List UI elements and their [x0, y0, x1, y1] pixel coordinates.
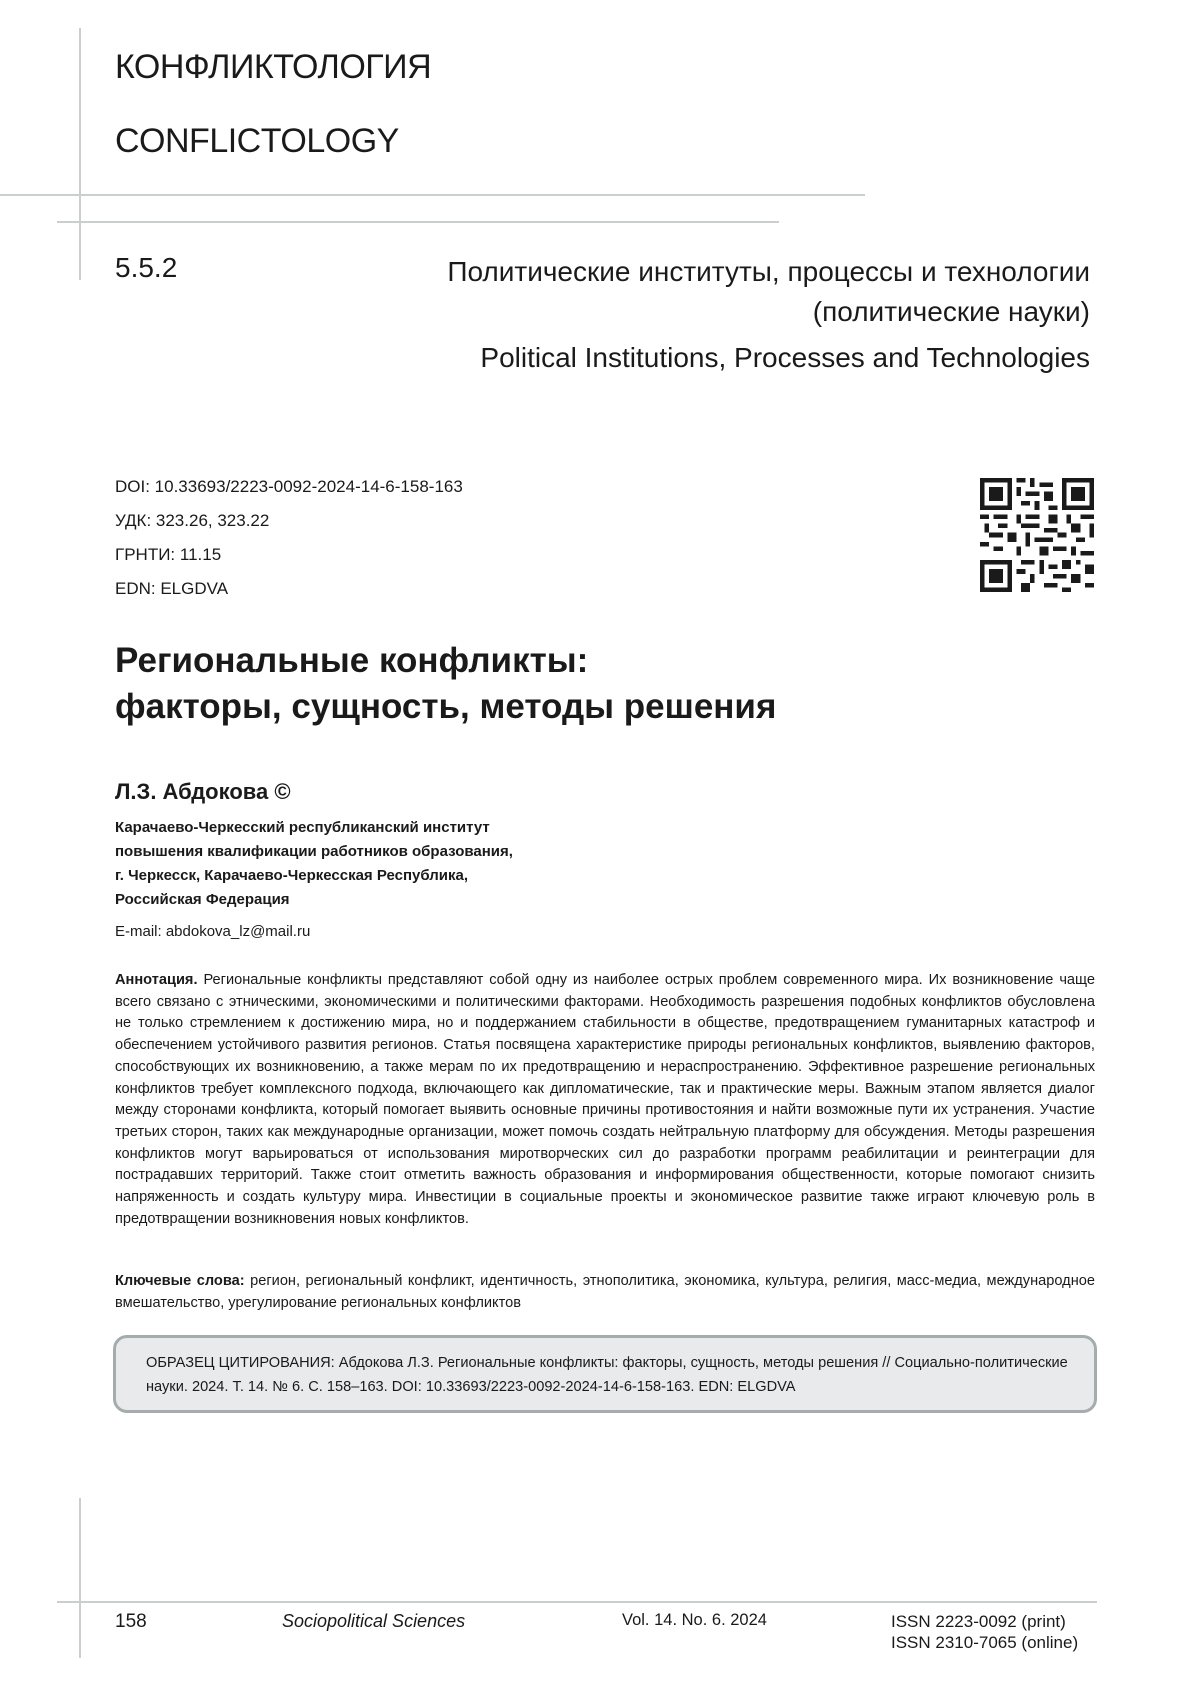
footer-horizontal-rule — [57, 1601, 1097, 1603]
abstract — [115, 970, 1095, 1230]
footer-journal-name: Sociopolitical Sciences — [282, 1611, 466, 1631]
footer-volume: Vol. 14. No. 6. 2024 — [622, 1611, 767, 1629]
header-horizontal-rule-bottom — [57, 221, 779, 223]
article-metadata — [115, 470, 463, 606]
author-email[interactable]: E-mail: abdokova_lz@mail.ru — [115, 923, 311, 940]
author-affiliation — [115, 816, 513, 912]
author-name: Л.З. Абдокова © — [115, 779, 291, 804]
abstract-label: Аннотация. — [115, 972, 198, 988]
affiliation-line: Карачаево-Черкесский республиканский институт — [115, 819, 490, 836]
section-title-en: Political Institutions, Processes and Technologies — [480, 342, 1090, 373]
grnti: ГРНТИ: 11.15 — [115, 545, 222, 564]
keywords-label: Ключевые слова: — [115, 1273, 245, 1289]
section-code: 5.5.2 — [115, 252, 178, 283]
citation-text: ОБРАЗЕЦ ЦИТИРОВАНИЯ: Абдокова Л.З. Региональные конфликты: факторы, сущность, методы решения // Социально-политические науки. 2024. Т. 14. № 6. С. 158–163. DOI: 10.33693/2223-0092-2024-14-6-158-163. EDN: ELGDVA — [146, 1355, 1068, 1395]
affiliation-line: Российская Федерация — [115, 891, 290, 908]
abstract-text: Региональные конфликты представляют собой одну из наиболее острых проблем современного мира. Их возникновение чаще всего связано с этническими, экономическими и политическими факторами. Необходимость разрешения подобных конфликтов обусловлена не только стремлением к достижению мира, но и поддержанием стабильности в обществе, предотвращением гуманитарных катастроф и обеспечением устойчивого развития регионов. Статья посвящена характеристике природы региональных конфликтов, выявлению факторов, способствующих их возникновению, а также мерам по их предотвращению и нераспространению. Эффективное разрешение региональных конфликтов требует комплексного подхода, включающего как дипломатические, так и практические меры. Важным этапом является диалог между сторонами конфликта, который помогает выявить основные причины противостояния и найти возможные пути их устранения. Участие третьих сторон, таких как международные организации, может помочь создать нейтральную платформу для обсуждения. Методы разрешения конфликтов могут варьироваться от использования миротворческих сил до разработки программ реабилитации и реинтеграции для пострадавших территорий. Также стоит отметить важность образования и информирования общественности, которые помогают снизить напряженность и создать культуру мира. Инвестиции в социальные проекты и экономическое развитие также играют ключевую роль в предотвращении возникновения новых конфликтов. — [115, 972, 1095, 1227]
page-number: 158 — [115, 1611, 147, 1632]
article-title-line2: факторы, сущность, методы решения — [115, 687, 777, 726]
udk: УДК: 323.26, 323.22 — [115, 511, 270, 530]
qr-code-icon[interactable] — [980, 478, 1094, 592]
journal-title-ru: КОНФЛИКТОЛОГИЯ — [115, 48, 432, 86]
section-title-ru-line2: (политические науки) — [812, 296, 1090, 327]
keywords-text: регион, региональный конфликт, идентичность, этнополитика, экономика, культура, религия, масс-медиа, международное вмешательство, урегулирование региональных конфликтов — [115, 1273, 1095, 1311]
header-horizontal-rule-top — [0, 194, 865, 196]
edn: EDN: ELGDVA — [115, 579, 229, 598]
article-title-line1: Региональные конфликты: — [115, 641, 589, 680]
doi[interactable]: DOI: 10.33693/2223-0092-2024-14-6-158-163 — [115, 477, 463, 496]
issn-online: ISSN 2310-7065 (online) — [891, 1633, 1079, 1652]
journal-title-en: CONFLICTOLOGY — [115, 122, 399, 160]
issn-print: ISSN 2223-0092 (print) — [891, 1612, 1066, 1631]
citation-box — [113, 1335, 1097, 1413]
section-title-ru — [310, 252, 1090, 332]
affiliation-line: повышения квалификации работников образования, — [115, 843, 513, 860]
keywords — [115, 1271, 1095, 1314]
affiliation-line: г. Черкесск, Карачаево-Черкесская Республика, — [115, 867, 469, 884]
article-title — [115, 638, 776, 730]
section-title-ru-line1: Политические институты, процессы и технологии — [447, 256, 1090, 287]
footer-issn — [891, 1611, 1078, 1653]
footer-vertical-rule — [79, 1498, 81, 1658]
header-vertical-rule — [79, 28, 81, 280]
